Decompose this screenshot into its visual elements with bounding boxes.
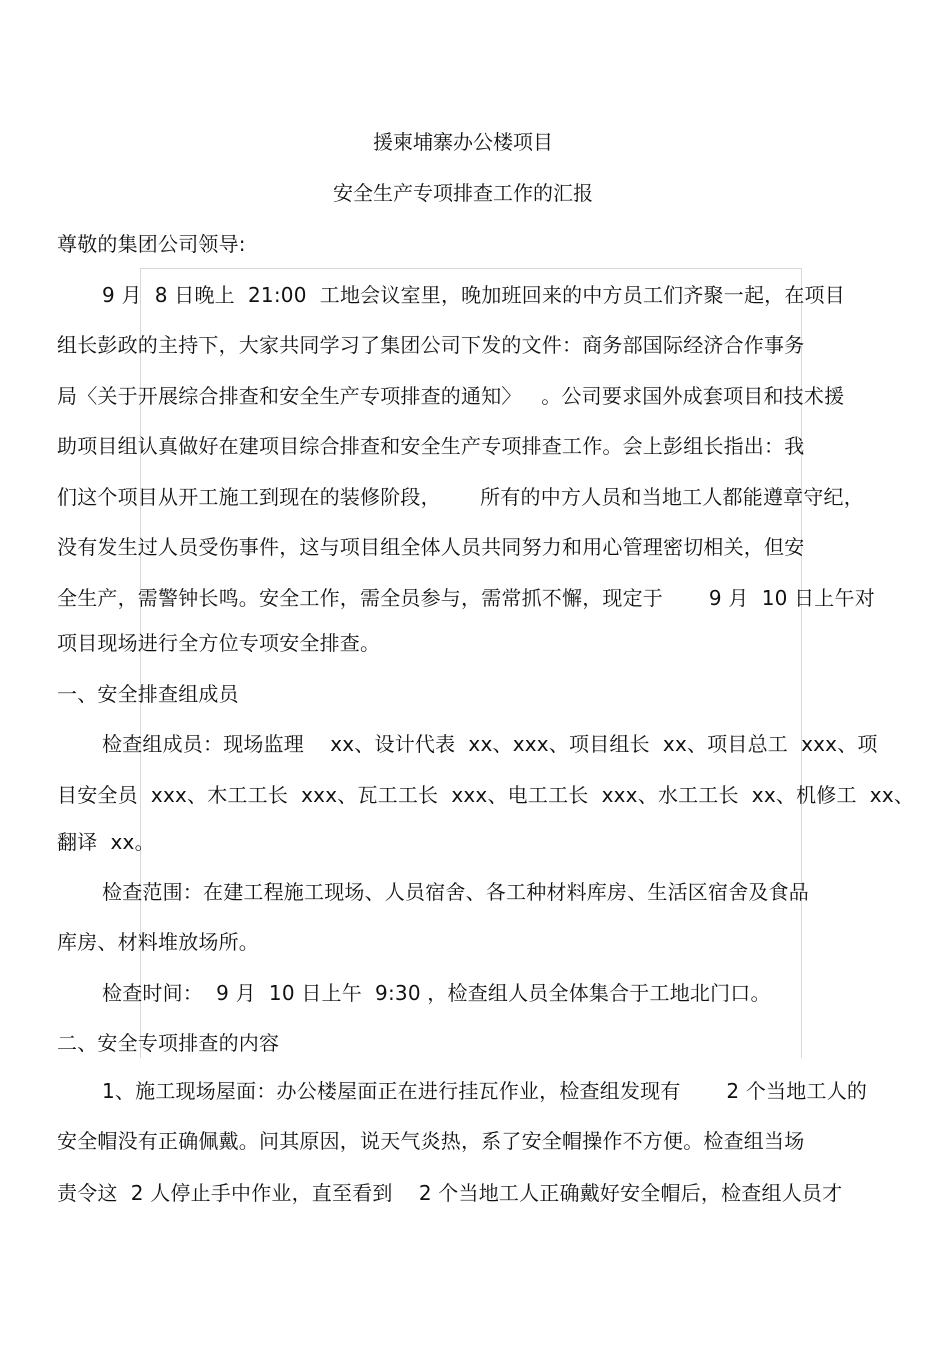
paragraph-line: 9 月 8 日晚上 21:00 工地会议室里，晚加班回来的中方员工们齐聚一起，在项目 [102, 283, 845, 307]
paragraph-line: 翻译 xx。 [57, 830, 155, 854]
section-heading: 二、安全专项排查的内容 [57, 1031, 280, 1055]
document-title: 援柬埔寨办公楼项目 [373, 130, 553, 154]
paragraph-line: 检查组成员：现场监理 xx、设计代表 xx、xxx、项目组长 xx、项目总工 xxx、项 [102, 732, 878, 756]
paragraph-line: 助项目组认真做好在建项目综合排查和安全生产专项排查工作。会上彭组长指出：我 [57, 434, 805, 458]
paragraph-line: 安全帽没有正确佩戴。问其原因，说天气炎热，系了安全帽操作不方便。检查组当场 [57, 1129, 805, 1153]
paragraph-line: 责令这 2 人停止手中作业，直至看到 2 个当地工人正确戴好安全帽后，检查组人员才 [57, 1181, 843, 1205]
section-heading: 一、安全排查组成员 [57, 682, 239, 706]
page-border-top [140, 268, 802, 269]
paragraph-line: 库房、材料堆放场所。 [57, 930, 259, 954]
paragraph-line: 组长彭政的主持下，大家共同学习了集团公司下发的文件：商务部国际经济合作事务 [57, 333, 805, 357]
paragraph-line: 没有发生过人员受伤事件，这与项目组全体人员共同努力和用心管理密切相关，但安 [57, 535, 805, 559]
paragraph-line: 局〈关于开展综合排查和安全生产专项排查的通知〉 。公司要求国外成套项目和技术援 [57, 384, 845, 408]
salutation-line: 尊敬的集团公司领导: [57, 232, 246, 256]
document-subtitle: 安全生产专项排查工作的汇报 [333, 181, 593, 205]
paragraph-line: 检查范围：在建工程施工现场、人员宿舍、各工种材料库房、生活区宿舍及食品 [102, 880, 809, 904]
paragraph-line: 检查时间： 9 月 10 日上午 9:30 ，检查组人员全体集合于工地北门口。 [102, 981, 771, 1005]
paragraph-line: 全生产，需警钟长鸣。安全工作，需全员参与，需常抓不懈，现定于 9 月 10 日上午对 [57, 586, 875, 610]
paragraph-line: 项目现场进行全方位专项安全排查。 [57, 631, 381, 655]
paragraph-line: 目安全员 xxx、木工工长 xxx、瓦工工长 xxx、电工工长 xxx、水工工长 xx、机修工 xx、 [57, 783, 915, 807]
paragraph-line: 们这个项目从开工施工到现在的装修阶段， 所有的中方人员和当地工人都能遵章守纪， [57, 485, 864, 509]
paragraph-line: 1、施工现场屋面：办公楼屋面正在进行挂瓦作业，检查组发现有 2 个当地工人的 [102, 1079, 868, 1103]
